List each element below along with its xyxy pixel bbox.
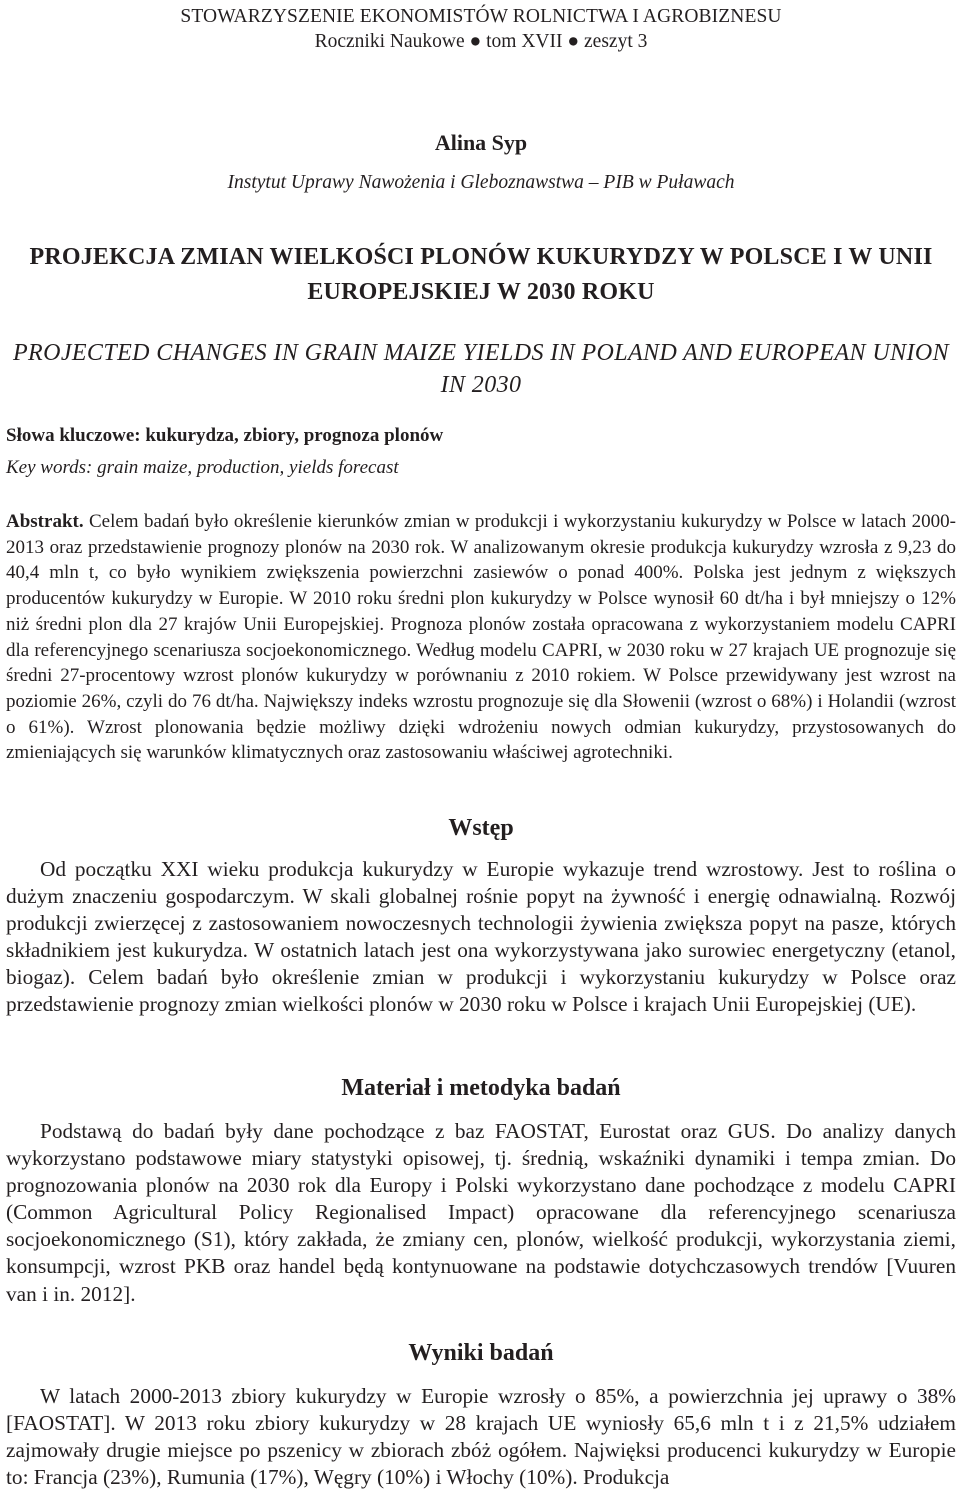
paper-page	[6, 0, 956, 1490]
section-text-introduction: Od początku XXI wieku produkcja kukurydzy w Europie wykazuje trend wzrostowy. Jest to roślina o dużym znaczeniu gospodarczym. W skali globalnej rośnie popyt na żywność i energię odnawialną. Rozwój produkcji zwierzęcej z zastosowaniem nowoczesnych technologii żywienia zwiększa popyt na pasze, których składnikiem jest kukurydza. W ostatnich latach jest ona wykorzystywana jako surowiec energetyczny (etanol, biogaz). Celem badań było określenie zmian w produkcji i wykorzystaniu kukurydzy w Polsce oraz przedstawienie prognozy zmian wielkości plonów w 2030 roku w Polsce i krajach Unii Europejskiej (UE).	[6, 857, 956, 1017]
keywords-polish: Słowa kluczowe: kukurydza, zbiory, prognoza plonów	[6, 425, 444, 446]
abstract-text: Celem badań było określenie kierunków zmian w produkcji i wykorzystaniu kukurydzy w Polsce w latach 2000-2013 oraz przedstawienie prognozy plonów na 2030 rok. W analizowanym okresie produkcja kukurydzy wzrosła z 9,23 do 40,4 mln t, co było wynikiem zwiększenia powierzchni zasiewów o ponad 400%. Polska jest jednym z większych producentów kukurydzy w Europie. W 2010 roku średni plon kukurydzy w Polsce wynosił 60 dt/ha i był mniejszy o 12% niż średni plon dla 27 krajów Unii Europejskiej. Prognoza plonów została opracowana z wykorzystaniem modelu CAPRI dla referencyjnego scenariusza socjoekonomicznego. Według modelu CAPRI, w 2030 roku w 27 krajach UE prognozuje się średni 27-procentowy wzrost plonów kukurydzy w porównaniu z 2010 rokiem. W Polsce przewidywany jest wzrost na poziomie 26%, czyli do 76 dt/ha. Największy indeks wzrostu prognozuje się dla Słowenii (wzrost o 68%) i Holandii (wzrost o 61%). Wzrost plonowania będzie możliwy dzięki wdrożeniu nowych odmian kukurydzy, przystosowanych do zmieniających się warunków klimatycznych oraz zastosowaniu właściwej agrotechniki.	[6, 511, 956, 764]
author-name: Alina Syp	[434, 130, 528, 155]
keywords-english: Key words: grain maize, production, yields forecast	[6, 457, 399, 478]
section-heading-introduction: Wstęp	[448, 815, 514, 841]
section-heading-results: Wyniki badań	[408, 1340, 554, 1366]
abstract-label: Abstrakt.	[6, 511, 84, 532]
author-affiliation: Instytut Uprawy Nawożenia i Gleboznawstwa – PIB w Puławach	[227, 172, 735, 193]
section-text-results: W latach 2000-2013 zbiory kukurydzy w Europie wzrosły o 85%, a powierzchnia jej uprawy o 38% [FAOSTAT]. W 2013 roku zbiory kukurydzy w 28 krajach UE wyniosły 65,6 mln t i z 21,5% udziałem zajmowały drugie miejsce po pszenicy w zbiorach zbóż ogółem. Najwięksi producenci kukurydzy w Europie to: Francja (23%), Rumunia (17%), Węgry (10%) i Włochy (10%). Produkcja	[6, 1384, 956, 1490]
abstract	[6, 509, 956, 766]
journal-header: Roczniki Naukowe ● tom XVII ● zeszyt 3	[314, 31, 648, 52]
association-header: STOWARZYSZENIE EKONOMISTÓW ROLNICTWA I AGROBIZNESU	[180, 6, 782, 27]
section-text-methods: Podstawą do badań były dane pochodzące z baz FAOSTAT, Eurostat oraz GUS. Do analizy danych wykorzystano podstawowe miary statystyki opisowej, tj. średnią, wskaźniki dynamiki i tempa zmian. Do prognozowania plonów na 2030 rok dla Europy i Polski wykorzystano dane pochodzące z modelu CAPRI (Common Agricultural Policy Regionalised Impact) opracowane dla referencyjnego scenariusza socjoekonomicznego (S1), który zakłada, że zmiany cen, plonów, wielkość produkcji, wykorzystania ziemi, konsumpcji, wzrost PKB oraz handel będą kontynuowane na podstawie dotychczasowych trendów [Vuuren van i in. 2012].	[6, 1119, 956, 1306]
title-english: PROJECTED CHANGES IN GRAIN MAIZE YIELDS IN POLAND AND EUROPEAN UNION IN 2030	[12, 340, 950, 398]
title-polish: PROJEKCJA ZMIAN WIELKOŚCI PLONÓW KUKURYDZY W POLSCE I W UNII EUROPEJSKIEJ W 2030 ROKU	[29, 244, 933, 305]
section-heading-methods: Materiał i metodyka badań	[341, 1075, 621, 1101]
